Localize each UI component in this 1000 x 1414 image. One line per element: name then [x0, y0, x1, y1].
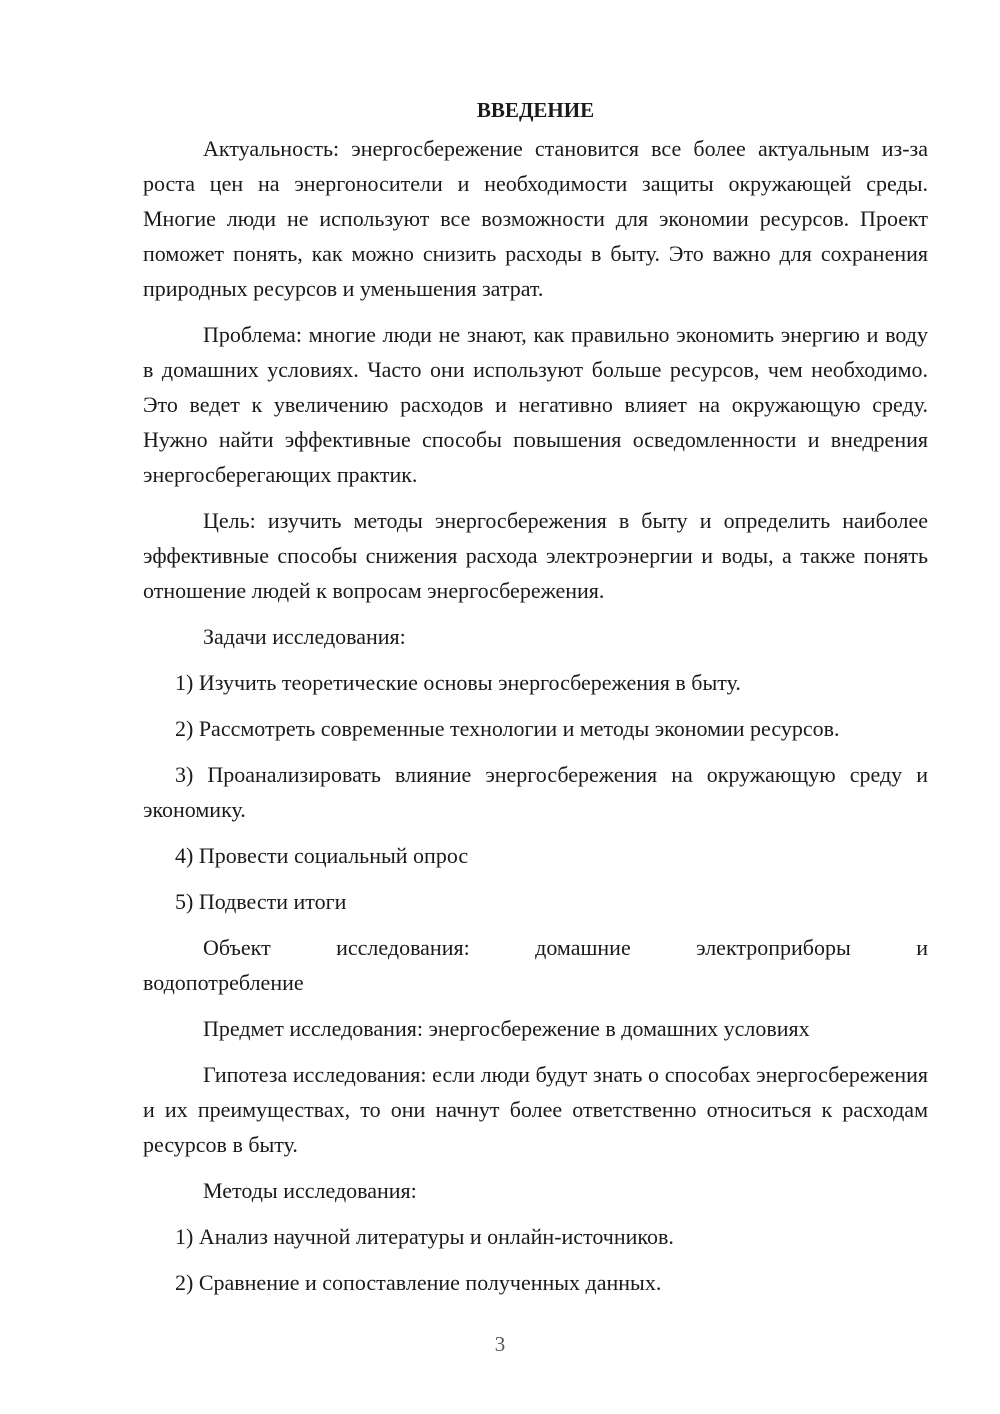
object-word-2: исследования: [336, 935, 470, 960]
object-word-4: электроприборы [696, 935, 851, 960]
object-word-3: домашние [535, 935, 631, 960]
method-item-2: 2) Сравнение и сопоставление полученных данных. [175, 1270, 662, 1295]
page-title: ВВЕДЕНИЕ [476, 98, 595, 122]
subject-paragraph: Предмет исследования: энергосбережение в домашних условиях [203, 1016, 810, 1041]
task-item-1: 1) Изучить теоретические основы энергосбережения в быту. [175, 670, 741, 695]
method-item-1: 1) Анализ научной литературы и онлайн-источников. [175, 1224, 674, 1249]
problem-paragraph: Проблема: многие люди не знают, как правильно экономить энергию и воду в домашних условиях. Часто они используют больше ресурсов, чем необходимо. Это ведет к увеличению расходов и негативно влияет на окружающую среду. Нужно найти эффективные способы повышения осведомленности и внедрения энергосберегающих практик. [143, 322, 928, 487]
object-continuation: водопотребление [143, 970, 304, 995]
hypothesis-paragraph: Гипотеза исследования: если люди будут знать о способах энергосбережения и их преимуществах, то они начнут более ответственно относиться к расходам ресурсов в быту. [143, 1062, 928, 1157]
task-item-4: 4) Провести социальный опрос [175, 843, 469, 868]
tasks-heading: Задачи исследования: [203, 624, 406, 649]
object-paragraph [143, 930, 928, 1000]
task-item-5: 5) Подвести итоги [175, 889, 347, 914]
object-word-5: и [916, 935, 928, 960]
goal-paragraph: Цель: изучить методы энергосбережения в быту и определить наиболее эффективные способы снижения расхода электроэнергии и воды, а также понять отношение людей к вопросам энергосбережения. [143, 508, 928, 603]
task-item-3: 3) Проанализировать влияние энергосбережения на окружающую среду и экономику. [143, 762, 928, 822]
methods-heading: Методы исследования: [203, 1178, 417, 1203]
page-number: 3 [494, 1332, 506, 1356]
object-word-1: Объект [203, 935, 271, 960]
relevance-paragraph: Актуальность: энергосбережение становится все более актуальным из-за роста цен на энергоносители и необходимости защиты окружающей среды. Многие люди не используют все возможности для экономии ресурсов. Проект поможет понять, как можно снизить расходы в быту. Это важно для сохранения природных ресурсов и уменьшения затрат. [143, 136, 928, 301]
task-item-2: 2) Рассмотреть современные технологии и методы экономии ресурсов. [175, 716, 840, 741]
document-page [143, 95, 928, 1311]
